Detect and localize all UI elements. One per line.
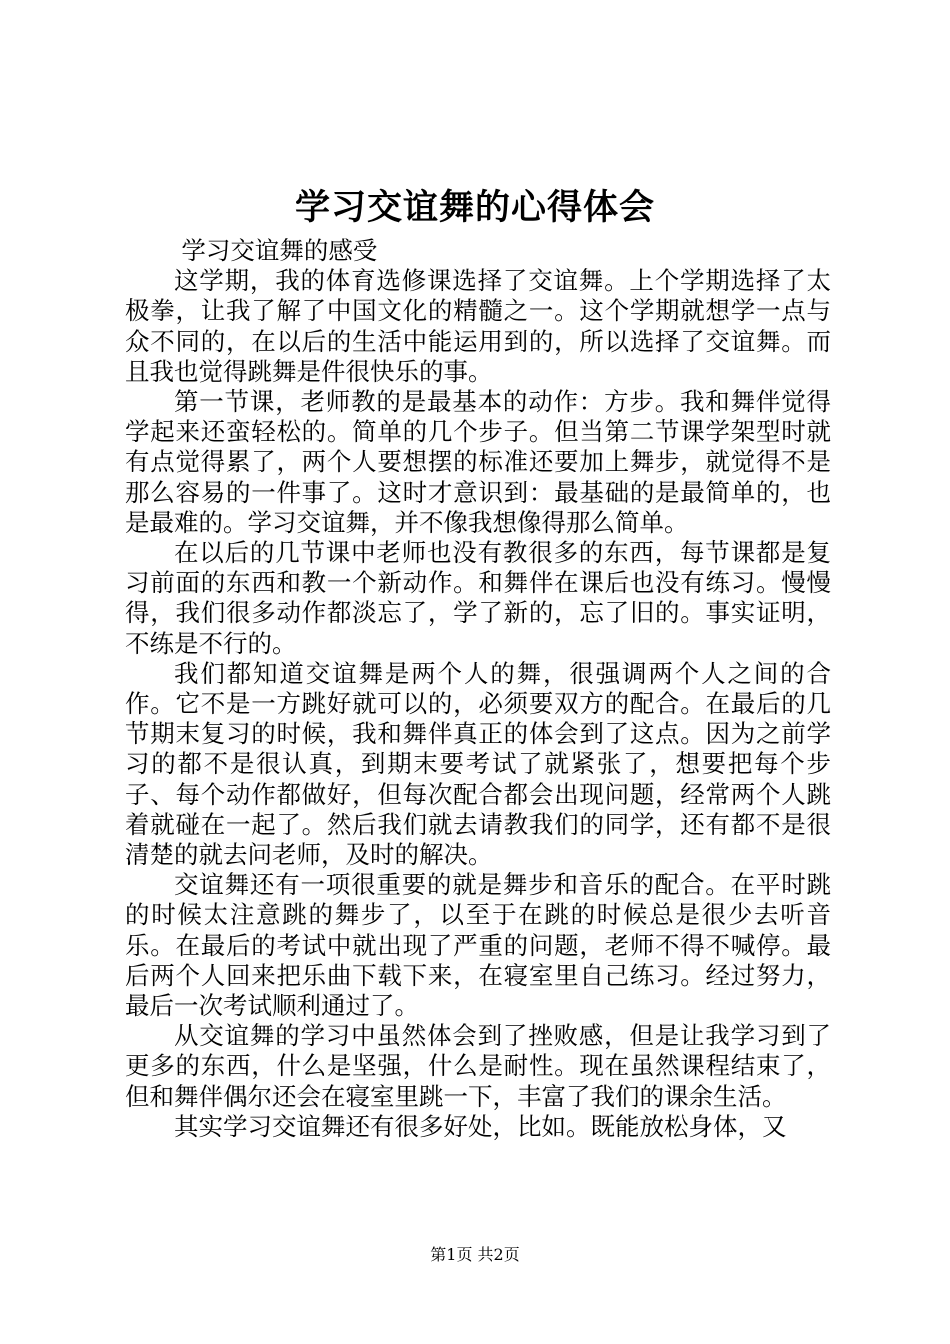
page-number-footer: 第1页 共2页	[430, 1245, 520, 1264]
paragraph: 我们都知道交谊舞是两个人的舞，很强调两个人之间的合作。它不是一方跳好就可以的，必须要双方的配合。在最后的几节期末复习的时候，我和舞伴真正的体会到了这点。因为之前学习的都不是很认真，到期末要考试了就紧张了，想要把每个步子、每个动作都做好，但每次配合都会出现问题，经常两个人跳着就碰在一起了。然后我们就去请教我们的同学，还有都不是很清楚的就去问老师，及时的解决。	[125, 658, 831, 870]
paragraph: 其实学习交谊舞还有很多好处，比如。既能放松身体，又	[174, 1111, 787, 1141]
paragraph: 这学期，我的体育选修课选择了交谊舞。上个学期选择了太极拳，让我了解了中国文化的精髓之一。这个学期就想学一点与众不同的，在以后的生活中能运用到的，所以选择了交谊舞。而且我也觉得跳舞是件很快乐的事。	[125, 266, 831, 386]
paragraph: 第一节课，老师教的是最基本的动作：方步。我和舞伴觉得学起来还蛮轻松的。简单的几个步子。但当第二节课学架型时就有点觉得累了，两个人要想摆的标准还要加上舞步，就觉得不是那么容易的一件事了。这时才意识到：最基础的是最简单的，也是最难的。学习交谊舞，并不像我想像得那么简单。	[125, 387, 831, 537]
paragraph: 交谊舞还有一项很重要的就是舞步和音乐的配合。在平时跳的时候太注意跳的舞步了，以至于在跳的时候总是很少去听音乐。在最后的考试中就出现了严重的问题，老师不得不喊停。最后两个人回来把乐曲下载下来，在寝室里自己练习。经过努力，最后一次考试顺利通过了。	[125, 870, 831, 1021]
paragraph: 在以后的几节课中老师也没有教很多的东西，每节课都是复习前面的东西和教一个新动作。和舞伴在课后也没有练习。慢慢得，我们很多动作都淡忘了，学了新的，忘了旧的。事实证明，不练是不行的。	[125, 538, 831, 658]
document-subtitle: 学习交谊舞的感受	[181, 236, 378, 265]
paragraph: 从交谊舞的学习中虽然体会到了挫败感，但是让我学习到了更多的东西，什么是坚强，什么是耐性。现在虽然课程结束了，但和舞伴偶尔还会在寝室里跳一下，丰富了我们的课余生活。	[125, 1021, 831, 1111]
document-title: 学习交谊舞的心得体会	[294, 187, 655, 228]
document-body	[125, 236, 831, 1142]
